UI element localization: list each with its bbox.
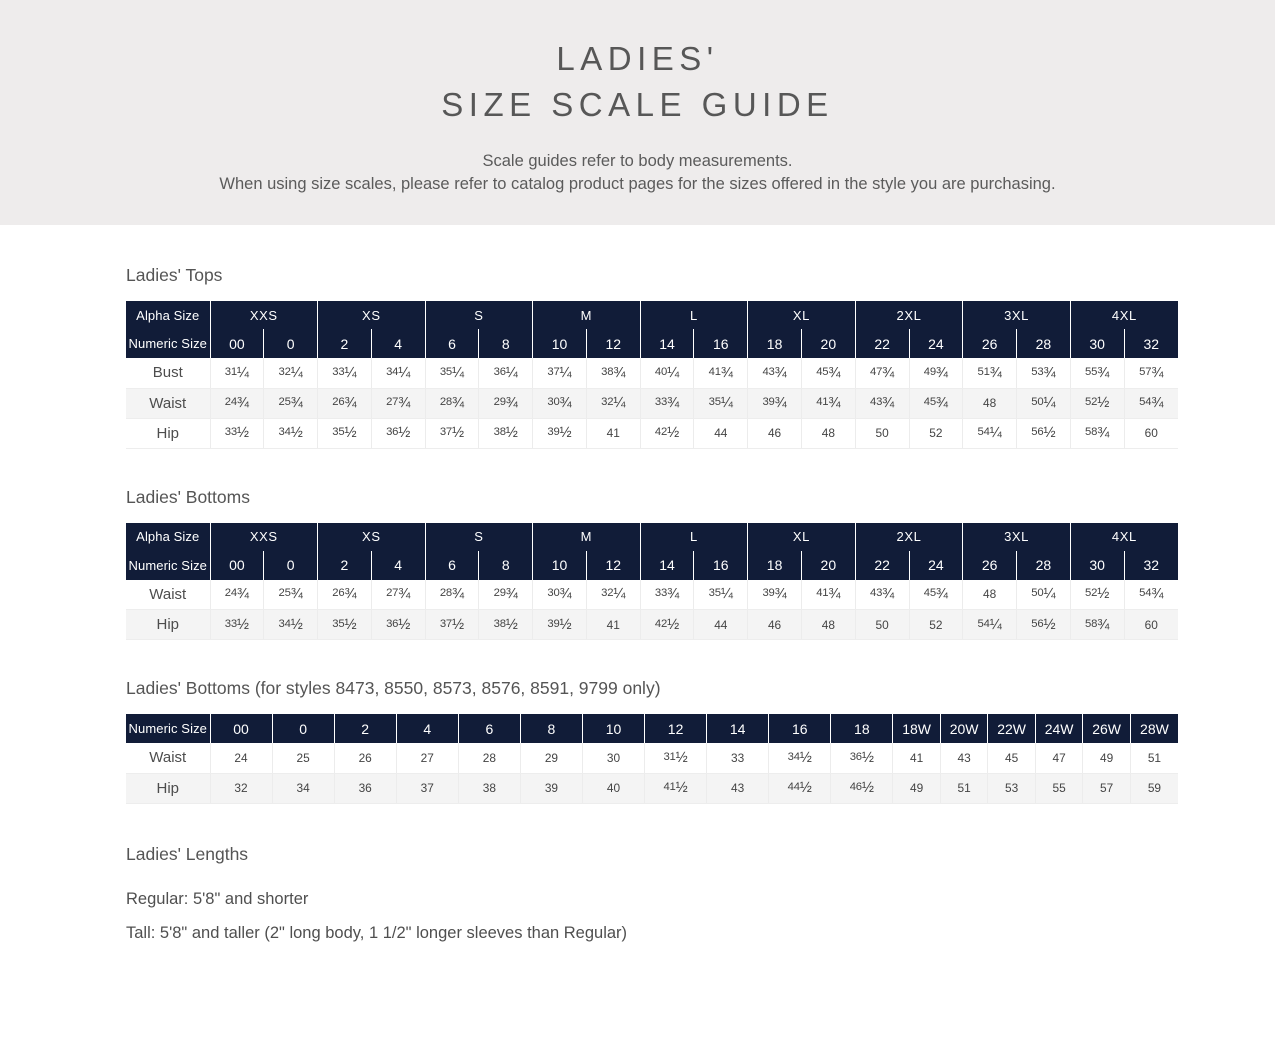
measurement-cell: 36¼ bbox=[479, 358, 533, 388]
measurement-cell: 43¾ bbox=[855, 580, 909, 610]
numeric-size-header-30: 30 bbox=[1070, 329, 1124, 358]
measurement-cell: 50¼ bbox=[1017, 388, 1071, 418]
numeric-size-header-12: 12 bbox=[586, 551, 640, 580]
measurement-cell: 41 bbox=[586, 610, 640, 640]
numeric-size-header-20: 20 bbox=[801, 551, 855, 580]
measurement-cell: 55¾ bbox=[1070, 358, 1124, 388]
measurement-cell: 27¾ bbox=[371, 388, 425, 418]
measurement-cell: 50¼ bbox=[1017, 580, 1071, 610]
measurement-cell: 27 bbox=[396, 743, 458, 773]
measurement-cell: 55 bbox=[1035, 773, 1083, 803]
measurement-cell: 52 bbox=[909, 418, 963, 448]
numeric-size-header-18W: 18W bbox=[893, 714, 941, 743]
numeric-size-header-28: 28 bbox=[1017, 329, 1071, 358]
measurement-cell: 35¼ bbox=[425, 358, 479, 388]
measurement-cell: 36½ bbox=[831, 743, 893, 773]
measurement-cell: 39½ bbox=[533, 610, 587, 640]
numeric-size-header-32: 32 bbox=[1124, 551, 1178, 580]
numeric-size-header-22W: 22W bbox=[988, 714, 1036, 743]
table-row bbox=[126, 418, 1178, 448]
measurement-cell: 35½ bbox=[318, 418, 372, 448]
section-ladies-bottoms bbox=[126, 487, 1178, 641]
measurement-cell: 32¼ bbox=[264, 358, 318, 388]
numeric-size-header-16: 16 bbox=[769, 714, 831, 743]
measurement-cell: 56½ bbox=[1017, 418, 1071, 448]
measurement-cell: 44½ bbox=[769, 773, 831, 803]
numeric-size-header-6: 6 bbox=[458, 714, 520, 743]
measurement-cell: 50 bbox=[855, 418, 909, 448]
numeric-size-header-0: 0 bbox=[272, 714, 334, 743]
numeric-size-header-4: 4 bbox=[371, 329, 425, 358]
numeric-size-header-20W: 20W bbox=[940, 714, 988, 743]
measurement-cell: 54¾ bbox=[1124, 580, 1178, 610]
measurement-cell: 34¼ bbox=[371, 358, 425, 388]
numeric-size-header-26W: 26W bbox=[1083, 714, 1131, 743]
measurement-cell: 34 bbox=[272, 773, 334, 803]
measurement-cell: 41¾ bbox=[801, 580, 855, 610]
page-content bbox=[0, 265, 1275, 945]
measurement-cell: 38 bbox=[458, 773, 520, 803]
measurement-cell: 54¼ bbox=[963, 418, 1017, 448]
measurement-cell: 39 bbox=[520, 773, 582, 803]
measurement-cell: 60 bbox=[1124, 610, 1178, 640]
measurement-cell: 57¾ bbox=[1124, 358, 1178, 388]
size-table-bottoms-plus bbox=[126, 714, 1178, 804]
measurement-cell: 39¾ bbox=[748, 580, 802, 610]
measurement-cell: 25 bbox=[272, 743, 334, 773]
measurement-cell: 33 bbox=[707, 743, 769, 773]
numeric-size-label: Numeric Size bbox=[126, 329, 210, 358]
measurement-cell: 59 bbox=[1130, 773, 1178, 803]
alpha-size-header-XS: XS bbox=[318, 301, 426, 329]
row-label-waist: Waist bbox=[126, 580, 210, 610]
measurement-cell: 42½ bbox=[640, 418, 694, 448]
page-header-band bbox=[0, 0, 1275, 225]
measurement-cell: 24¾ bbox=[210, 580, 264, 610]
measurement-cell: 48 bbox=[801, 610, 855, 640]
numeric-size-header-00: 00 bbox=[210, 329, 264, 358]
section-lengths bbox=[126, 844, 1178, 945]
measurement-cell: 38½ bbox=[479, 418, 533, 448]
measurement-cell: 25¾ bbox=[264, 388, 318, 418]
measurement-cell: 41 bbox=[893, 743, 941, 773]
alpha-size-header-3XL: 3XL bbox=[963, 523, 1071, 551]
row-label-bust: Bust bbox=[126, 358, 210, 388]
numeric-size-header-26: 26 bbox=[963, 551, 1017, 580]
measurement-cell: 41¾ bbox=[694, 358, 748, 388]
measurement-cell: 26¾ bbox=[318, 388, 372, 418]
numeric-size-header-22: 22 bbox=[855, 551, 909, 580]
measurement-cell: 56½ bbox=[1017, 610, 1071, 640]
alpha-size-header-XXS: XXS bbox=[210, 301, 318, 329]
numeric-size-header-4: 4 bbox=[396, 714, 458, 743]
measurement-cell: 54¼ bbox=[963, 610, 1017, 640]
measurement-cell: 48 bbox=[801, 418, 855, 448]
table-row bbox=[126, 358, 1178, 388]
row-label-hip: Hip bbox=[126, 610, 210, 640]
numeric-size-header-26: 26 bbox=[963, 329, 1017, 358]
measurement-cell: 36 bbox=[334, 773, 396, 803]
numeric-size-label: Numeric Size bbox=[126, 714, 210, 743]
measurement-cell: 33½ bbox=[210, 418, 264, 448]
numeric-size-header-28W: 28W bbox=[1130, 714, 1178, 743]
numeric-size-header-4: 4 bbox=[371, 551, 425, 580]
measurement-cell: 37½ bbox=[425, 418, 479, 448]
measurement-cell: 49¾ bbox=[909, 358, 963, 388]
measurement-cell: 47¾ bbox=[855, 358, 909, 388]
numeric-size-header-24: 24 bbox=[909, 551, 963, 580]
numeric-size-header-14: 14 bbox=[640, 329, 694, 358]
measurement-cell: 30¾ bbox=[533, 580, 587, 610]
measurement-cell: 29 bbox=[520, 743, 582, 773]
measurement-cell: 32¼ bbox=[586, 388, 640, 418]
numeric-size-header-8: 8 bbox=[479, 551, 533, 580]
numeric-size-header-14: 14 bbox=[640, 551, 694, 580]
alpha-size-header-S: S bbox=[425, 523, 533, 551]
numeric-size-header-16: 16 bbox=[694, 329, 748, 358]
measurement-cell: 26 bbox=[334, 743, 396, 773]
numeric-size-header-10: 10 bbox=[582, 714, 644, 743]
measurement-cell: 31½ bbox=[645, 743, 707, 773]
measurement-cell: 54¾ bbox=[1124, 388, 1178, 418]
numeric-size-header-12: 12 bbox=[645, 714, 707, 743]
measurement-cell: 43¾ bbox=[748, 358, 802, 388]
measurement-cell: 53¾ bbox=[1017, 358, 1071, 388]
measurement-cell: 24¾ bbox=[210, 388, 264, 418]
measurement-cell: 51¾ bbox=[963, 358, 1017, 388]
alpha-size-header-2XL: 2XL bbox=[855, 523, 963, 551]
measurement-cell: 31¼ bbox=[210, 358, 264, 388]
table-row bbox=[126, 580, 1178, 610]
header-subtitle-line-2: When using size scales, please refer to catalog product pages for the sizes offered in the style you are purchasing. bbox=[219, 175, 1056, 193]
measurement-cell: 24 bbox=[210, 743, 272, 773]
measurement-cell: 41¾ bbox=[801, 388, 855, 418]
numeric-size-header-20: 20 bbox=[801, 329, 855, 358]
measurement-cell: 46 bbox=[748, 610, 802, 640]
measurement-cell: 41½ bbox=[645, 773, 707, 803]
size-table-1 bbox=[126, 523, 1178, 641]
measurement-cell: 53 bbox=[988, 773, 1036, 803]
header-subtitle bbox=[0, 150, 1275, 196]
section-bottoms-plus bbox=[126, 678, 1178, 804]
lengths-regular-text: Regular: 5'8" and shorter bbox=[126, 889, 309, 908]
numeric-size-header-2: 2 bbox=[334, 714, 396, 743]
measurement-cell: 39¾ bbox=[748, 388, 802, 418]
measurement-cell: 41 bbox=[586, 418, 640, 448]
section-heading-bottoms-plus: Ladies' Bottoms (for styles 8473, 8550, 8573, 8576, 8591, 9799 only) bbox=[126, 678, 661, 698]
measurement-cell: 37¼ bbox=[533, 358, 587, 388]
numeric-size-header-6: 6 bbox=[425, 329, 479, 358]
measurement-cell: 49 bbox=[893, 773, 941, 803]
measurement-cell: 32¼ bbox=[586, 580, 640, 610]
alpha-size-header-M: M bbox=[533, 301, 641, 329]
measurement-cell: 35¼ bbox=[694, 388, 748, 418]
measurement-cell: 28¾ bbox=[425, 580, 479, 610]
alpha-size-header-S: S bbox=[425, 301, 533, 329]
alpha-size-header-4XL: 4XL bbox=[1070, 523, 1178, 551]
alpha-size-label: Alpha Size bbox=[126, 523, 210, 551]
measurement-cell: 44 bbox=[694, 610, 748, 640]
numeric-size-header-24W: 24W bbox=[1035, 714, 1083, 743]
alpha-size-header-M: M bbox=[533, 523, 641, 551]
measurement-cell: 35¼ bbox=[694, 580, 748, 610]
alpha-size-header-3XL: 3XL bbox=[963, 301, 1071, 329]
measurement-cell: 34½ bbox=[769, 743, 831, 773]
table-row bbox=[126, 610, 1178, 640]
measurement-cell: 36½ bbox=[371, 610, 425, 640]
measurement-cell: 29¾ bbox=[479, 580, 533, 610]
alpha-size-header-L: L bbox=[640, 523, 748, 551]
measurement-cell: 39½ bbox=[533, 418, 587, 448]
table-row bbox=[126, 388, 1178, 418]
measurement-cell: 30¾ bbox=[533, 388, 587, 418]
measurement-cell: 45 bbox=[988, 743, 1036, 773]
measurement-cell: 37½ bbox=[425, 610, 479, 640]
measurement-cell: 33¼ bbox=[318, 358, 372, 388]
measurement-cell: 32 bbox=[210, 773, 272, 803]
measurement-cell: 37 bbox=[396, 773, 458, 803]
page-title-line-1: LADIES' bbox=[556, 40, 719, 77]
measurement-cell: 43 bbox=[707, 773, 769, 803]
measurement-cell: 58¾ bbox=[1070, 610, 1124, 640]
measurement-cell: 42½ bbox=[640, 610, 694, 640]
measurement-cell: 51 bbox=[940, 773, 988, 803]
measurement-cell: 46 bbox=[748, 418, 802, 448]
numeric-size-header-32: 32 bbox=[1124, 329, 1178, 358]
lengths-tall-text: Tall: 5'8" and taller (2" long body, 1 1/2" longer sleeves than Regular) bbox=[126, 923, 628, 942]
row-label-waist: Waist bbox=[126, 388, 210, 418]
measurement-cell: 45¾ bbox=[909, 580, 963, 610]
measurement-cell: 29¾ bbox=[479, 388, 533, 418]
numeric-size-header-2: 2 bbox=[318, 551, 372, 580]
numeric-size-header-18: 18 bbox=[748, 551, 802, 580]
size-table-0 bbox=[126, 301, 1178, 449]
measurement-cell: 57 bbox=[1083, 773, 1131, 803]
page-title-line-2: SIZE SCALE GUIDE bbox=[441, 86, 834, 123]
numeric-size-header-30: 30 bbox=[1070, 551, 1124, 580]
header-subtitle-line-1: Scale guides refer to body measurements. bbox=[482, 152, 793, 170]
numeric-size-header-10: 10 bbox=[533, 551, 587, 580]
numeric-size-header-22: 22 bbox=[855, 329, 909, 358]
table-row bbox=[126, 743, 1178, 773]
measurement-cell: 44 bbox=[694, 418, 748, 448]
measurement-cell: 49 bbox=[1083, 743, 1131, 773]
measurement-cell: 35½ bbox=[318, 610, 372, 640]
measurement-cell: 52 bbox=[909, 610, 963, 640]
measurement-cell: 43 bbox=[940, 743, 988, 773]
alpha-size-header-L: L bbox=[640, 301, 748, 329]
numeric-size-header-12: 12 bbox=[586, 329, 640, 358]
measurement-cell: 52½ bbox=[1070, 388, 1124, 418]
alpha-size-header-XXS: XXS bbox=[210, 523, 318, 551]
row-label-waist: Waist bbox=[126, 743, 210, 773]
numeric-size-label: Numeric Size bbox=[126, 551, 210, 580]
measurement-cell: 51 bbox=[1130, 743, 1178, 773]
numeric-size-header-18: 18 bbox=[831, 714, 893, 743]
measurement-cell: 48 bbox=[963, 580, 1017, 610]
numeric-size-header-00: 00 bbox=[210, 714, 272, 743]
alpha-size-header-XL: XL bbox=[748, 523, 856, 551]
measurement-cell: 48 bbox=[963, 388, 1017, 418]
alpha-size-header-XS: XS bbox=[318, 523, 426, 551]
measurement-cell: 34½ bbox=[264, 610, 318, 640]
measurement-cell: 27¾ bbox=[371, 580, 425, 610]
numeric-size-header-24: 24 bbox=[909, 329, 963, 358]
numeric-size-header-10: 10 bbox=[533, 329, 587, 358]
measurement-cell: 43¾ bbox=[855, 388, 909, 418]
numeric-size-header-16: 16 bbox=[694, 551, 748, 580]
numeric-size-header-8: 8 bbox=[520, 714, 582, 743]
row-label-hip: Hip bbox=[126, 773, 210, 803]
section-heading-1: Ladies' Bottoms bbox=[126, 486, 250, 507]
size-tables-container bbox=[126, 265, 1178, 640]
numeric-size-header-8: 8 bbox=[479, 329, 533, 358]
measurement-cell: 45¾ bbox=[909, 388, 963, 418]
numeric-size-header-0: 0 bbox=[264, 329, 318, 358]
measurement-cell: 33¾ bbox=[640, 388, 694, 418]
measurement-cell: 60 bbox=[1124, 418, 1178, 448]
measurement-cell: 33¾ bbox=[640, 580, 694, 610]
measurement-cell: 30 bbox=[582, 743, 644, 773]
measurement-cell: 36½ bbox=[371, 418, 425, 448]
measurement-cell: 28 bbox=[458, 743, 520, 773]
alpha-size-header-XL: XL bbox=[748, 301, 856, 329]
alpha-size-label: Alpha Size bbox=[126, 301, 210, 329]
table-row bbox=[126, 773, 1178, 803]
measurement-cell: 52½ bbox=[1070, 580, 1124, 610]
numeric-size-header-2: 2 bbox=[318, 329, 372, 358]
measurement-cell: 33½ bbox=[210, 610, 264, 640]
row-label-hip: Hip bbox=[126, 418, 210, 448]
alpha-size-header-4XL: 4XL bbox=[1070, 301, 1178, 329]
measurement-cell: 45¾ bbox=[801, 358, 855, 388]
measurement-cell: 47 bbox=[1035, 743, 1083, 773]
numeric-size-header-18: 18 bbox=[748, 329, 802, 358]
measurement-cell: 58¾ bbox=[1070, 418, 1124, 448]
numeric-size-header-00: 00 bbox=[210, 551, 264, 580]
section-ladies-tops bbox=[126, 265, 1178, 449]
numeric-size-header-6: 6 bbox=[425, 551, 479, 580]
measurement-cell: 38¾ bbox=[586, 358, 640, 388]
measurement-cell: 26¾ bbox=[318, 580, 372, 610]
measurement-cell: 25¾ bbox=[264, 580, 318, 610]
measurement-cell: 40 bbox=[582, 773, 644, 803]
section-heading-0: Ladies' Tops bbox=[126, 265, 223, 285]
alpha-size-header-2XL: 2XL bbox=[855, 301, 963, 329]
measurement-cell: 28¾ bbox=[425, 388, 479, 418]
measurement-cell: 38½ bbox=[479, 610, 533, 640]
measurement-cell: 34½ bbox=[264, 418, 318, 448]
numeric-size-header-28: 28 bbox=[1017, 551, 1071, 580]
numeric-size-header-0: 0 bbox=[264, 551, 318, 580]
measurement-cell: 50 bbox=[855, 610, 909, 640]
measurement-cell: 46½ bbox=[831, 773, 893, 803]
measurement-cell: 40¼ bbox=[640, 358, 694, 388]
section-heading-lengths: Ladies' Lengths bbox=[126, 843, 249, 864]
numeric-size-header-14: 14 bbox=[707, 714, 769, 743]
